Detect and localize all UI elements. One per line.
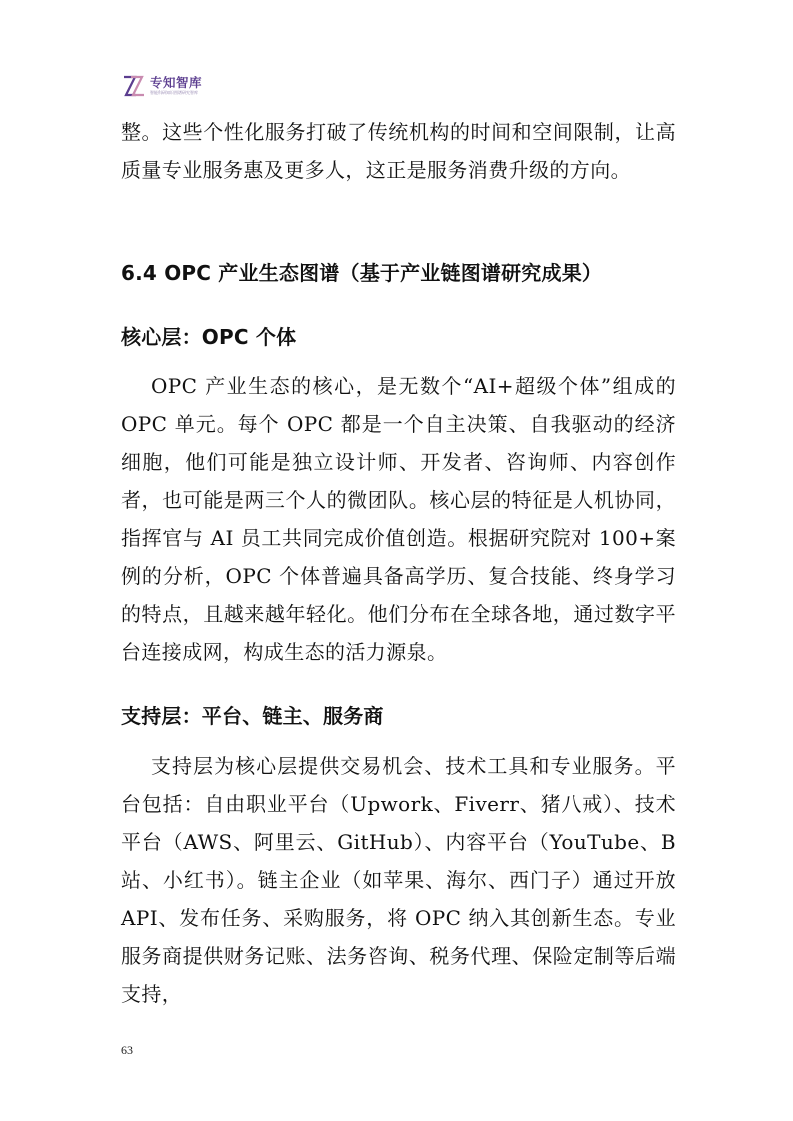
page-number: 63 [121, 1043, 133, 1057]
logo-tagline: 智能科研知识图谱研究智库 [150, 90, 198, 95]
section-heading: 6.4 OPC 产业生态图谱（基于产业链图谱研究成果） [121, 261, 603, 285]
core-layer-heading: 核心层：OPC 个体 [121, 325, 297, 349]
logo-text [150, 76, 202, 96]
continued-paragraph: 整。这些个性化服务打破了传统机构的时间和空间限制，让高质量专业服务惠及更多人，这正是服务消费升级的方向。 [121, 120, 676, 182]
logo-name: 专知智库 [150, 75, 203, 90]
support-layer-heading: 支持层：平台、链主、服务商 [121, 704, 384, 728]
zl-logo-icon [122, 74, 146, 98]
page-header [122, 70, 202, 102]
core-layer-paragraph: OPC 产业生态的核心，是无数个“AI+超级个体”组成的OPC 单元。每个 OPC 都是一个自主决策、自我驱动的经济细胞，他们可能是独立设计师、开发者、咨询师、内容创作者，也可能是两三个人的微团队。核心层的特征是人机协同，指挥官与 AI 员工共同完成价值创造。根据研究院对 100+案例的分析，OPC 个体普遍具备高学历、复合技能、终身学习的特点，且越来越年轻化。他们分布在全球各地，通过数字平台连接成网，构成生态的活力源泉。 [121, 374, 676, 664]
support-layer-paragraph: 支持层为核心层提供交易机会、技术工具和专业服务。平台包括：自由职业平台（Upwork、Fiverr、猪八戒）、技术平台（AWS、阿里云、GitHub）、内容平台（YouTube、B 站、小红书）。链主企业（如苹果、海尔、西门子）通过开放 API、发布任务、采购服务，将 OPC 纳入其创新生态。专业服务商提供财务记账、法务咨询、税务代理、保险定制等后端支持， [121, 754, 676, 1006]
page-content [121, 113, 676, 1013]
